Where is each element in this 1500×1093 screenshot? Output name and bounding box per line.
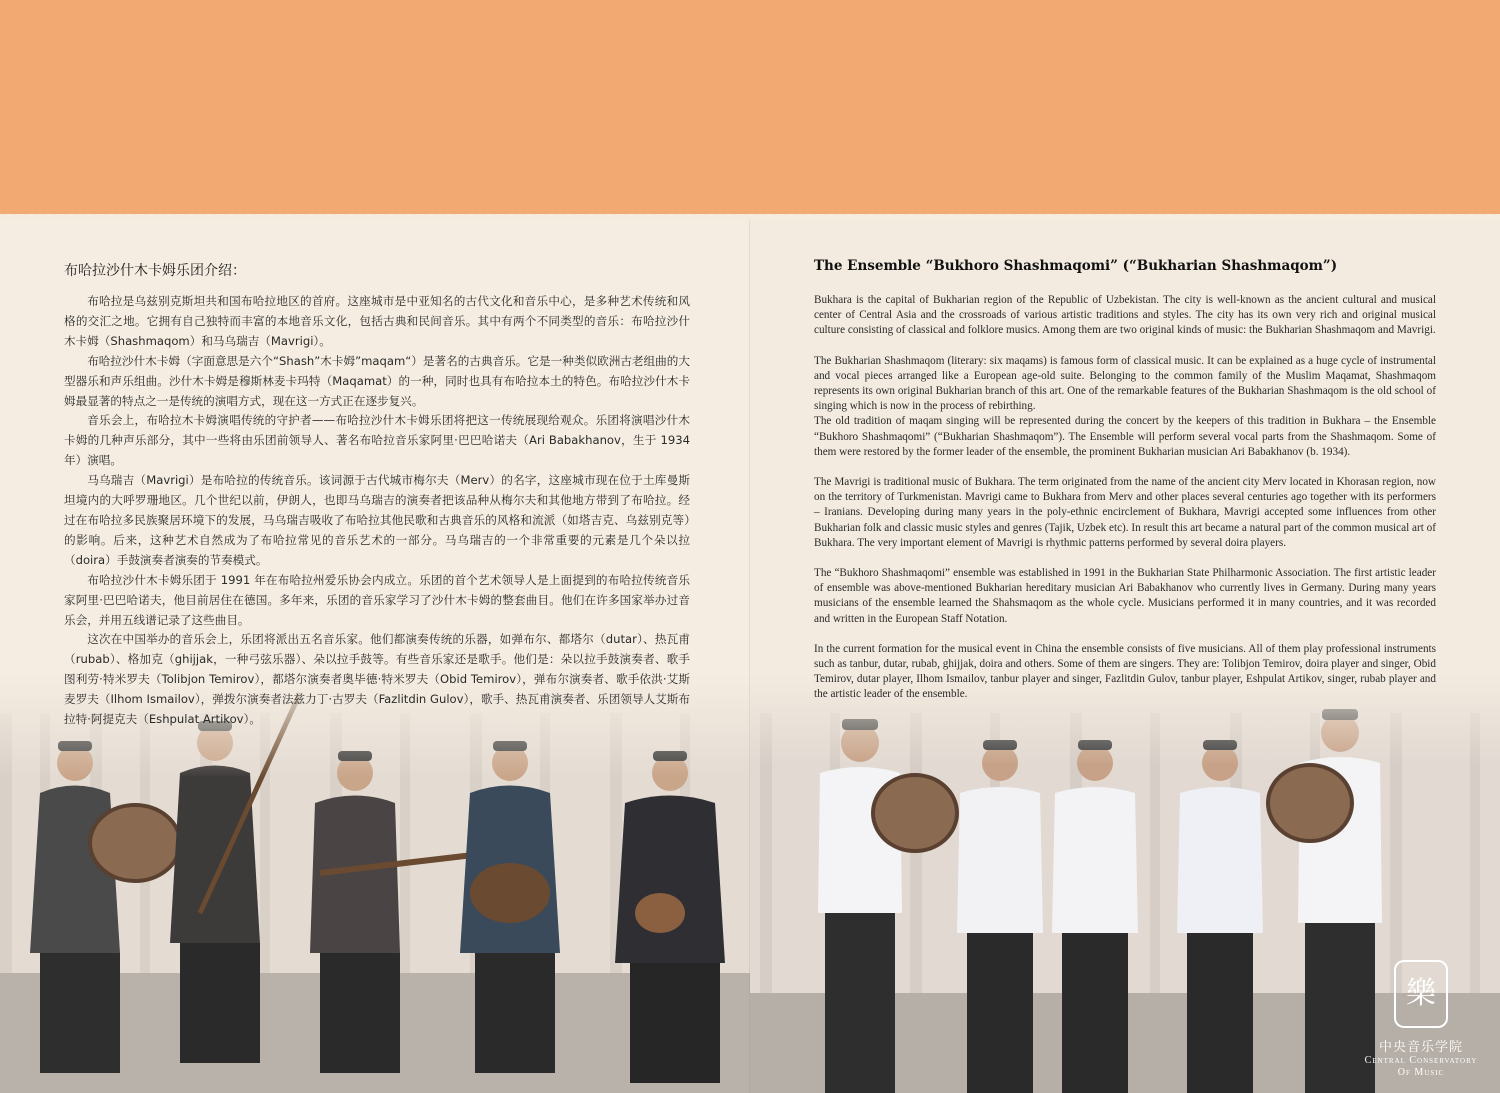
chinese-paragraph: 布哈拉沙什木卡姆（字面意思是六个“Shash”木卡姆”maqam“）是著名的古典音乐。它是一种类似欧洲古老组曲的大型器乐和声乐组曲。沙什木卡姆是穆斯林麦卡玛特（Maqamat）的一种，同时也具有布哈拉本土的特色。布哈拉沙什木卡姆最显著的特点之一是传统的演唱方式，现在这一方式正在逐步复兴。 [64, 353, 690, 408]
english-paragraph: The “Bukhoro Shashmaqomi” ensemble was established in 1991 in the Bukharian State Philharmonic Association. The first artistic leader of ensemble was above-mentioned Bukharian hereditary musician Ari Babakhanov who currently lives in Germany. During many years musicians of the ensemble learned the Shahsmaqom as the whole cycle. Musicians performed it in many countries, and it was recorded and written in the European Staff Notation. [814, 567, 1436, 625]
chinese-title: 布哈拉沙什木卡姆乐团介绍： [64, 263, 246, 279]
logo-chinese-name: 中央音乐学院 [1378, 1040, 1463, 1055]
right-page-english [750, 220, 1500, 1093]
english-paragraph: The Mavrigi is traditional music of Bukhara. The term originated from the name of the ancient city Merv located in Khorasan region, now on the territory of Turkmenistan. Mavrigi came to Bukhara from Merv and other places several centuries ago together with its performers – Iranians. Developing during many years in the poly-ethnic encirclement of Bukhara, Mavrigi accepted some influences from other Bukharian folk and classic music styles and genres (Tajik, Uzbek etc). In result this art became a natural part of the common musical art of Bukhara. The very important element of Mavrigi is rhythmic patterns performed by several doira players. [814, 476, 1436, 549]
logo-english-line2: Of Music [1397, 1067, 1445, 1078]
chinese-paragraph: 布哈拉是乌兹别克斯坦共和国布哈拉地区的首府。这座城市是中亚知名的古代文化和音乐中心，是多种艺术传统和风格的交汇之地。它拥有自己独特而丰富的本地音乐文化，包括古典和民间音乐。其中有两个不同类型的音乐：布哈拉沙什木卡姆（Shashmaqom）和马乌瑞吉（Mavrigi）。 [64, 294, 690, 348]
chinese-body [64, 292, 690, 730]
chinese-paragraph: 布哈拉沙什木卡姆乐团于 1991 年在布哈拉州爱乐协会内成立。乐团的首个艺术领导人是上面提到的布哈拉传统音乐家阿里·巴巴哈诺夫，他目前居住在德国。多年来，乐团的音乐家学习了沙什木卡姆的整套曲目。他们在许多国家举办过音乐会，并用五线谱记录了这些曲目。 [64, 572, 690, 627]
english-body [814, 293, 1436, 718]
orange-banner [0, 0, 1500, 214]
seal-icon: 樂 [1394, 960, 1448, 1028]
left-ensemble-photo [0, 673, 750, 1093]
english-paragraph: The Bukharian Shashmaqom (literary: six maqams) is famous form of classical music. It can be explained as a huge cycle of instrumental and vocal pieces arranged like a European age-old suite. Belonging to the common family of the Muslim Maqamat, Shashmaqom represents its own original Bukharian branch of this art. One of the remarkable features of the Bukharian Shashmaqom is the old school of singing which is now in the process of rebirthing. [814, 354, 1436, 413]
left-page-chinese [0, 220, 750, 1093]
english-title: The Ensemble “Bukhoro Shashmaqomi” (“Bukharian Shashmaqom”) [814, 258, 1338, 274]
chinese-paragraph: 音乐会上，布哈拉木卡姆演唱传统的守护者——布哈拉沙什木卡姆乐团将把这一传统展现给观众。乐团将演唱沙什木卡姆的几种声乐部分，其中一些将由乐团前领导人、著名布哈拉音乐家阿里·巴巴哈诺夫（Ari Babakhanov，生于 1934 年）演唱。 [64, 413, 690, 468]
english-paragraph: In the current formation for the musical event in China the ensemble consists of five musicians. All of them play professional instruments such as tanbur, dutar, rubab, ghijjak, doira and others. Some of them are singers. They are: Tolibjon Temirov, doira player and singer, Obid Temirov, dutar player, Ilhom Ismailov, tanbur player and singer, Fazlitdin Gulov, tanbur player, Eshpulat Artikov, singer, rubab player and the artistic leader of the ensemble. [814, 642, 1436, 701]
banner-scalloped-edge [0, 210, 1500, 220]
chinese-paragraph: 这次在中国举办的音乐会上，乐团将派出五名音乐家。他们都演奏传统的乐器，如弹布尔、都塔尔（dutar）、热瓦甫（rubab）、格加克（ghijjak，一种弓弦乐器）、朵以拉手鼓等。有些音乐家还是歌手。他们是：朵以拉手鼓演奏者、歌手图利劳·特米罗夫（Tolibjon Temirov），都塔尔演奏者奥毕德·特米罗夫（Obid Temirov），弹布尔演奏者、歌手依洪·艾斯麦罗夫（Ilhom Ismailov），弹拨尔演奏者法兹力丁·古罗夫（Fazlitdin Gulov），歌手、热瓦甫演奏者、乐团领导人艾斯布拉特·阿提克夫（Eshpulat Artikov）。 [64, 632, 690, 727]
seated-musicians-illustration [0, 673, 750, 1093]
english-paragraph: Bukhara is the capital of Bukharian region of the Republic of Uzbekistan. The city is well-known as the ancient cultural and musical center of Central Asia and the crossroads of various artistic traditions and styles. The city has its own very rich and original musical culture consisting of classical and folklore musics. Among them are two original kinds of music: the Bukharian Shashmaqom and Mavrigi. [814, 294, 1436, 337]
logo-english-line1: Central Conservatory [1364, 1055, 1478, 1066]
conservatory-logo [1356, 960, 1486, 1079]
chinese-paragraph: 马乌瑞吉（Mavrigi）是布哈拉的传统音乐。该词源于古代城市梅尔夫（Merv）的名字，这座城市现在位于土库曼斯坦境内的大呼罗珊地区。几个世纪以前，伊朗人，也即马乌瑞吉的演奏者把该品种从梅尔夫和其他地方带到了布哈拉。经过在布哈拉多民族聚居环境下的发展，马乌瑞吉吸收了布哈拉其他民歌和古典音乐的风格和流派（如塔吉克、乌兹别克等）的影响。后来，这种艺术自然成为了布哈拉常见的音乐艺术的一部分。马乌瑞吉的一个非常重要的元素是几个朵以拉（doira）手鼓演奏者演奏的节奏模式。 [64, 473, 690, 567]
english-paragraph: The old tradition of maqam singing will be represented during the concert by the keepers of this tradition in Bukhara – the Ensemble “Bukhoro Shashmaqomi” (“Bukharian Shashmaqom”). The Ensemble will perform several vocal parts from the Shashmaqom. Some of them were restored by the former leader of the ensemble, the prominent Bukharian musician Ari Babakhanov (b. 1934). [814, 415, 1436, 458]
